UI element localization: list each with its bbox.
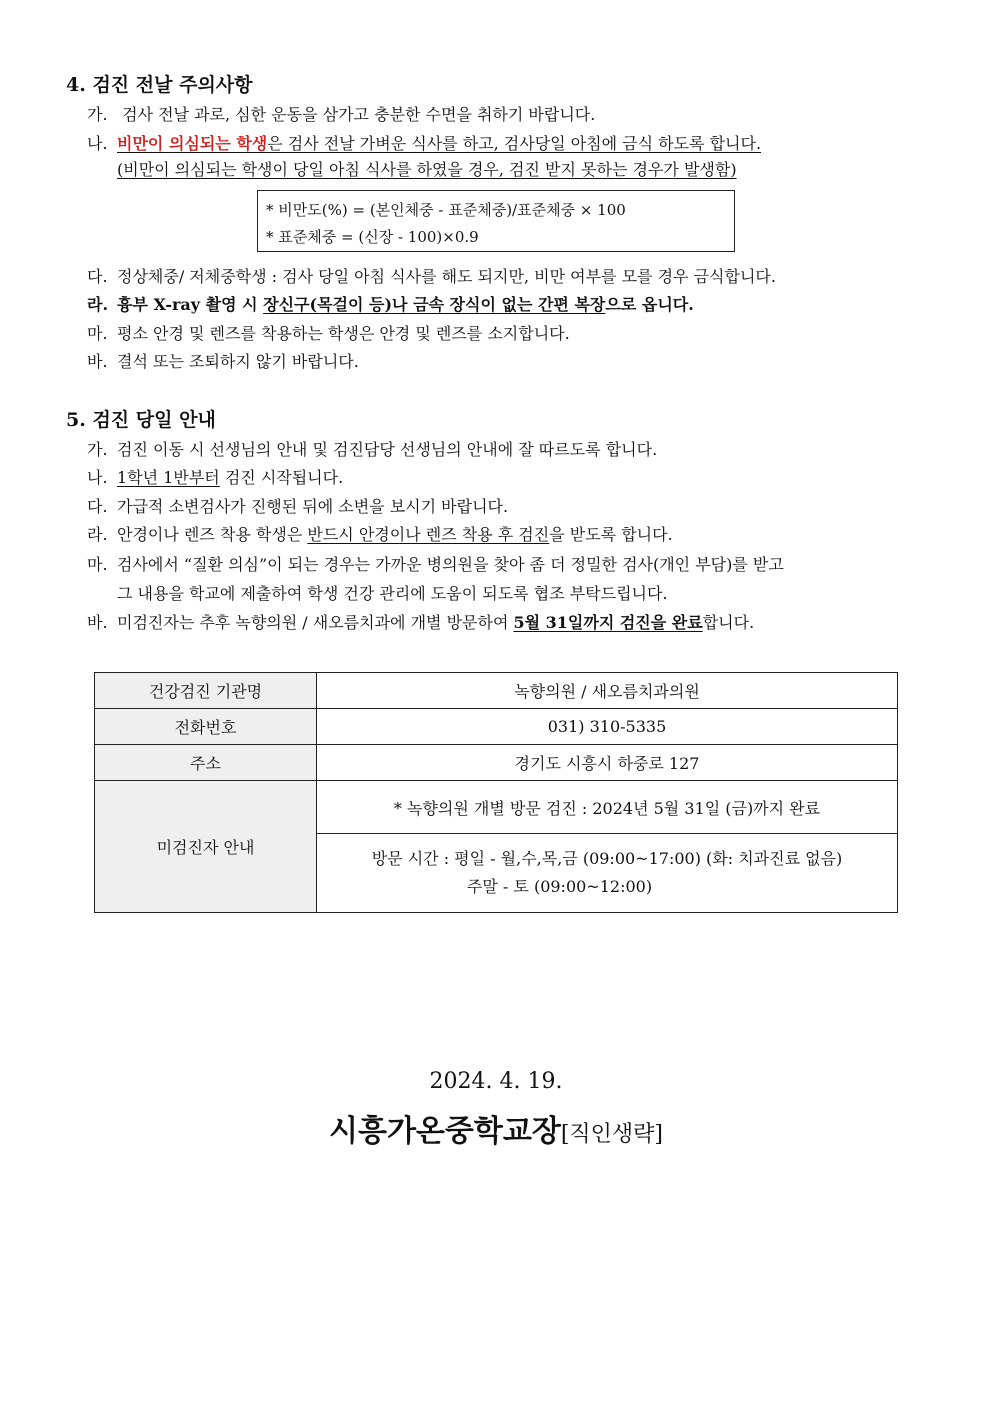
item-continuation: 그 내용을 학교에 제출하여 학생 건강 관리에 도움이 되도록 협조 부탁드립니다. bbox=[117, 584, 668, 603]
list-item bbox=[87, 349, 359, 372]
item-marker: 마. bbox=[87, 555, 108, 574]
table-label: 건강검진 기관명 bbox=[95, 673, 317, 709]
table-label: 전화번호 bbox=[95, 709, 317, 745]
item-marker: 마. bbox=[87, 324, 108, 343]
item-marker: 바. bbox=[87, 352, 108, 371]
list-item bbox=[87, 292, 694, 315]
underlined-text: 장신구(목걸이 등)나 금속 장식이 없는 간편 복장 bbox=[263, 295, 606, 314]
list-item bbox=[87, 465, 343, 488]
item-marker: 라. bbox=[87, 295, 109, 314]
item-text: 검진 이동 시 선생님의 안내 및 검진담당 선생님의 안내에 잘 따르도록 합니다. bbox=[117, 440, 658, 459]
item-text: 합니다. bbox=[702, 613, 755, 632]
item-marker: 바. bbox=[87, 613, 108, 632]
list-item bbox=[87, 437, 657, 460]
table-value: 녹향의원 / 새오름치과의원 bbox=[317, 673, 898, 709]
item-text: 검사 전날 과로, 심한 운동을 삼가고 충분한 수면을 취하기 바랍니다. bbox=[117, 105, 596, 124]
table-label: 미검진자 안내 bbox=[95, 781, 317, 913]
item-text: 흉부 X-ray 촬영 시 bbox=[117, 295, 264, 314]
item-text: 은 검사 전날 가벼운 식사를 하고, 검사당일 아침에 금식 하도록 합니다. bbox=[267, 134, 762, 153]
item-note: (비만이 의심되는 학생이 당일 아침 식사를 하였을 경우, 검진 받지 못하는 경우가 발생함) bbox=[117, 160, 737, 179]
list-item bbox=[87, 552, 784, 575]
underlined-text: 반드시 안경이나 렌즈 착용 후 검진 bbox=[307, 525, 550, 544]
list-item bbox=[87, 264, 776, 287]
standard-weight-formula: 표준체중 = (신장 - 100)×0.9 bbox=[278, 228, 479, 246]
formula-box bbox=[257, 190, 735, 252]
list-item bbox=[87, 494, 508, 517]
item-text: 가급적 소변검사가 진행된 뒤에 소변을 보시기 바랍니다. bbox=[117, 497, 509, 516]
underlined-text: 5월 31일까지 검진을 완료 bbox=[513, 613, 703, 632]
table-value bbox=[317, 834, 898, 913]
item-text: 을 받도록 합니다. bbox=[549, 525, 673, 544]
item-marker: 다. bbox=[87, 267, 108, 286]
item-text: 정상체중/ 저체중학생 : 검사 당일 아침 식사를 해도 되지만, 비만 여부를 모를 경우 금식합니다. bbox=[117, 267, 776, 286]
list-item bbox=[87, 610, 754, 633]
item-marker: 나. bbox=[87, 468, 108, 487]
document-date: 2024. 4. 19. bbox=[429, 1069, 563, 1094]
table-row bbox=[95, 745, 898, 781]
visit-hours-weekend: 주말 - 토 (09:00~12:00) bbox=[466, 877, 653, 896]
visit-hours-weekday: 방문 시간 : 평일 - 월,수,목,금 (09:00~17:00) (화: 치과진료 없음) bbox=[371, 849, 843, 868]
list-item bbox=[87, 321, 570, 344]
item-marker: 가. bbox=[87, 105, 108, 124]
emphasis-text: 비만이 의심되는 학생 bbox=[117, 134, 268, 153]
section-5-title: 5. 검진 당일 안내 bbox=[66, 409, 216, 431]
school-principal: 시흥가온중학교장 bbox=[328, 1114, 561, 1149]
list-item bbox=[87, 131, 761, 154]
table-value: 031) 310-5335 bbox=[317, 709, 898, 745]
table-row bbox=[95, 781, 898, 834]
table-row bbox=[95, 709, 898, 745]
table-value: * 녹향의원 개별 방문 검진 : 2024년 5월 31일 (금)까지 완료 bbox=[317, 781, 898, 834]
obesity-formula: 비만도(%) = (본인체중 - 표준체중)/표준체중 × 100 bbox=[278, 201, 626, 219]
list-item bbox=[87, 522, 673, 545]
list-item bbox=[87, 102, 595, 125]
table-row bbox=[95, 673, 898, 709]
bullet: * bbox=[266, 228, 279, 246]
item-marker: 다. bbox=[87, 497, 108, 516]
table-value: 경기도 시흥시 하중로 127 bbox=[317, 745, 898, 781]
section-4-title: 4. 검진 전날 주의사항 bbox=[66, 74, 253, 96]
item-marker: 라. bbox=[87, 525, 108, 544]
item-text: 검진 시작됩니다. bbox=[219, 468, 344, 487]
underlined-text: 1학년 1반부터 bbox=[117, 468, 220, 487]
item-text: 안경이나 렌즈 착용 학생은 bbox=[117, 525, 308, 544]
table-label: 주소 bbox=[95, 745, 317, 781]
clinic-info-table bbox=[94, 672, 898, 913]
item-text: 미검진자는 추후 녹향의원 / 새오름치과에 개별 방문하여 bbox=[117, 613, 514, 632]
item-text: 검사에서 “질환 의심”이 되는 경우는 가까운 병의원을 찾아 좀 더 정밀한 검사(개인 부담)를 받고 bbox=[117, 555, 784, 574]
item-text: 평소 안경 및 렌즈를 착용하는 학생은 안경 및 렌즈를 소지합니다. bbox=[117, 324, 570, 343]
seal-omitted: [직인생략] bbox=[560, 1122, 664, 1147]
item-marker: 가. bbox=[87, 440, 108, 459]
principal-signature bbox=[0, 1106, 992, 1150]
item-marker: 나. bbox=[87, 134, 108, 153]
bullet: * bbox=[266, 201, 279, 219]
item-text: 으로 옵니다. bbox=[605, 295, 694, 314]
item-text: 결석 또는 조퇴하지 않기 바랍니다. bbox=[117, 352, 359, 371]
